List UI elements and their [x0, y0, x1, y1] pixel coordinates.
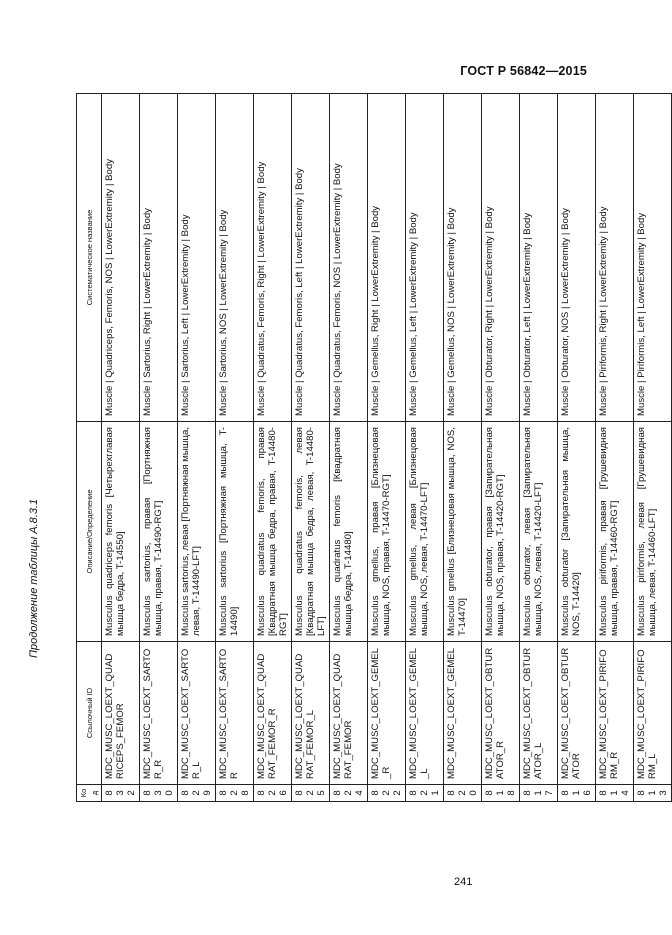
code-cell: 816 [558, 785, 596, 802]
header-description: Описание/Определение [77, 422, 102, 642]
code-cell: 820 [444, 785, 482, 802]
muscle-table [76, 93, 672, 802]
code-cell: 832 [102, 785, 140, 802]
code-cell: 824 [330, 785, 368, 802]
table-row [102, 94, 140, 802]
systematic-cell: Muscle | Quadratus, Femoris, Left | LowerExtremity | Body [292, 94, 330, 422]
table-row [178, 94, 216, 802]
systematic-cell: Muscle | Gemellus, NOS | LowerExtremity | Body [444, 94, 482, 422]
table-body [77, 94, 672, 802]
table-row [558, 94, 596, 802]
table-row [254, 94, 292, 802]
table-row [596, 94, 634, 802]
refid-cell: MDC_MUSC_LOEXT_GEMEL [444, 642, 482, 785]
refid-cell: MDC_MUSC_LOEXT_QUADRAT_FEMOR [330, 642, 368, 785]
description-cell: Musculus sartorius, правая [Портняжная мышца, правая, T-14490-RGT] [140, 422, 178, 642]
systematic-cell: Muscle | Quadratus, Femoris, Right | LowerExtremity | Body [254, 94, 292, 422]
refid-cell: MDC_MUSC_LOEXT_QUADRICEPS_FEMOR [102, 642, 140, 785]
code-cell: 829 [178, 785, 216, 802]
table-row [634, 94, 672, 802]
refid-cell: MDC_MUSC_LOEXT_SARTOR [216, 642, 254, 785]
code-cell: 830 [140, 785, 178, 802]
description-cell: Musculus quadratus femoris, левая [Квадратная мышца бедра, левая, T-14480-LFT] [292, 422, 330, 642]
systematic-cell: Muscle | Obturator, NOS | LowerExtremity | Body [558, 94, 596, 422]
systematic-cell: Muscle | Obturator, Left | LowerExtremity | Body [520, 94, 558, 422]
table-row [140, 94, 178, 802]
description-cell: Musculus quadratus femoris [Квадратная мышца бедра, T-14480] [330, 422, 368, 642]
header-refid: Ссылочный ID [77, 642, 102, 785]
refid-cell: MDC_MUSC_LOEXT_PIRIFORM_L [634, 642, 672, 785]
refid-cell: MDC_MUSC_LOEXT_PIRIFORM_R [596, 642, 634, 785]
header-systematic: Систематическое название [77, 94, 102, 422]
description-cell: Musculus gmellus, правая [Близнецовая мышца, NOS, правая, T-14470-RGT] [368, 422, 406, 642]
table-caption: Продолжение таблицы А.8.3.1 [28, 498, 40, 658]
code-cell: 821 [406, 785, 444, 802]
refid-cell: MDC_MUSC_LOEXT_QUADRAT_FEMOR_L [292, 642, 330, 785]
description-cell: Musculus gmellus [Близнецовая мышца, NOS, T-14470] [444, 422, 482, 642]
header-code: Код [77, 785, 102, 802]
description-cell: Musculus gmellus, левая [Близнецовая мышца, NOS, левая, T-14470-LFT] [406, 422, 444, 642]
systematic-cell: Muscle | Piriformis, Right | LowerExtremity | Body [596, 94, 634, 422]
description-cell: Musculus quadriceps femoris [Четырехглавая мышца бедра, T-14550] [102, 422, 140, 642]
systematic-cell: Muscle | Quadriceps, Femoris, NOS | LowerExtremity | Body [102, 94, 140, 422]
table-row [444, 94, 482, 802]
table-row [330, 94, 368, 802]
refid-cell: MDC_MUSC_LOEXT_SARTOR_L [178, 642, 216, 785]
description-cell: Musculus obturator [Запирательная мышца, NOS, T-14420] [558, 422, 596, 642]
refid-cell: MDC_MUSC_LOEXT_OBTURATOR_L [520, 642, 558, 785]
systematic-cell: Muscle | Obturator, Right | LowerExtremity | Body [482, 94, 520, 422]
code-cell: 814 [596, 785, 634, 802]
description-cell: Musculus sartorius [Портняжная мышца, T-14490] [216, 422, 254, 642]
systematic-cell: Muscle | Sartorius, Left | LowerExtremity | Body [178, 94, 216, 422]
rotated-table-wrapper [76, 94, 669, 802]
refid-cell: MDC_MUSC_LOEXT_GEMEL_R [368, 642, 406, 785]
refid-cell: MDC_MUSC_LOEXT_GEMEL_L [406, 642, 444, 785]
document-header: ГОСТ Р 56842—2015 [460, 64, 587, 78]
code-cell: 826 [254, 785, 292, 802]
systematic-cell: Muscle | Sartorius, Right | LowerExtremity | Body [140, 94, 178, 422]
table-row [292, 94, 330, 802]
description-cell: Musculus quadratus femoris, правая [Квадратная мышца бедра, правая, T-14480-RGT] [254, 422, 292, 642]
code-cell: 828 [216, 785, 254, 802]
description-cell: Musculus sartorius, левая [Портняжная мышца, левая, T-14490-LFT] [178, 422, 216, 642]
table-row [482, 94, 520, 802]
code-cell: 818 [482, 785, 520, 802]
description-cell: Musculus obturator, правая [Запирательная мышца, NOS, правая, T-14420-RGT] [482, 422, 520, 642]
refid-cell: MDC_MUSC_LOEXT_OBTURATOR [558, 642, 596, 785]
code-cell: 825 [292, 785, 330, 802]
page-number: 241 [454, 876, 473, 888]
refid-cell: MDC_MUSC_LOEXT_SARTOR_R [140, 642, 178, 785]
table-header-row [77, 94, 102, 802]
systematic-cell: Muscle | Gemellus, Right | LowerExtremity | Body [368, 94, 406, 422]
systematic-cell: Muscle | Quadratus, Femoris, NOS | LowerExtremity | Body [330, 94, 368, 422]
table-row [520, 94, 558, 802]
description-cell: Musculus piriformis, правая [Грушевидная мышца, правая, T-14460-RGT] [596, 422, 634, 642]
code-cell: 822 [368, 785, 406, 802]
refid-cell: MDC_MUSC_LOEXT_QUADRAT_FEMOR_R [254, 642, 292, 785]
systematic-cell: Muscle | Gemellus, Left | LowerExtremity | Body [406, 94, 444, 422]
description-cell: Musculus piriformis, левая [Грушевидная мышца, левая, T-14460-LFT] [634, 422, 672, 642]
description-cell: Musculus obturator, левая [Запирательная мышца, NOS, левая, T-14420-LFT] [520, 422, 558, 642]
code-cell: 817 [520, 785, 558, 802]
refid-cell: MDC_MUSC_LOEXT_OBTURATOR_R [482, 642, 520, 785]
systematic-cell: Muscle | Sartorius, NOS | LowerExtremity | Body [216, 94, 254, 422]
table-row [216, 94, 254, 802]
table-row [368, 94, 406, 802]
code-cell: 813 [634, 785, 672, 802]
systematic-cell: Muscle | Piriformis, Left | LowerExtremity | Body [634, 94, 672, 422]
table-row [406, 94, 444, 802]
